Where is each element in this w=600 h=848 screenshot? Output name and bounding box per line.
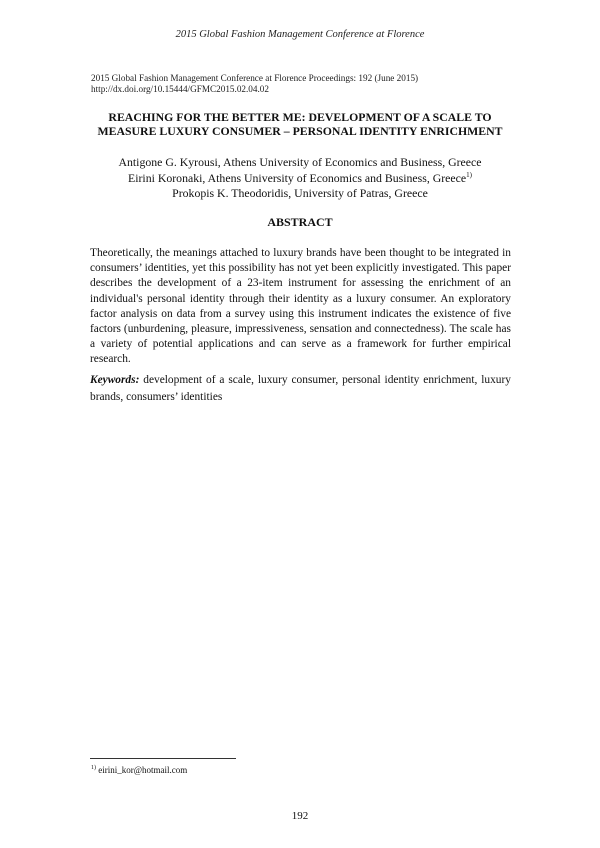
proceedings-citation: 2015 Global Fashion Management Conference at Florence Proceedings: 192 (June 2015) bbox=[91, 73, 419, 83]
author-text: Prokopis K. Theodoridis, University of Patras, Greece bbox=[172, 186, 428, 200]
footnote-marker: 1) bbox=[466, 170, 472, 179]
keywords-paragraph bbox=[90, 372, 511, 406]
page-number: 192 bbox=[291, 810, 309, 822]
abstract-body: Theoretically, the meanings attached to luxury brands have been thought to be integrated in consumers’ identities, yet this possibility has not yet been explicitly investigated. This paper describes the development of a 23-item instrument for assessing the enrichment of an individual's personal identity through their identity as a luxury consumer. An exploratory factor analysis on data from a survey using this instrument indicates the existence of five factors (unburdening, pleasure, impressiveness, sensation and connectedness). The scale has a variety of potential applications and can serve as a framework for further empirical research. bbox=[90, 247, 511, 366]
keywords-label: Keywords: bbox=[90, 374, 140, 386]
author-line bbox=[50, 186, 550, 202]
footnote bbox=[91, 765, 187, 775]
author-list bbox=[50, 155, 550, 202]
author-text: Antigone G. Kyrousi, Athens University of Economics and Business, Greece bbox=[118, 155, 482, 169]
title-line-2: MEASURE LUXURY CONSUMER – PERSONAL IDENTITY ENRICHMENT bbox=[97, 124, 503, 138]
footnote-email[interactable]: eirini_kor@hotmail.com bbox=[98, 765, 188, 775]
author-text: Eirini Koronaki, Athens University of Economics and Business, Greece bbox=[128, 170, 467, 185]
author-line bbox=[50, 155, 550, 171]
proceedings-info bbox=[91, 73, 418, 95]
author-line bbox=[50, 171, 550, 187]
paper-title bbox=[60, 110, 540, 138]
title-line-1: REACHING FOR THE BETTER ME: DEVELOPMENT OF A SCALE TO bbox=[108, 110, 492, 124]
keywords-text: development of a scale, luxury consumer, personal identity enrichment, luxury brands, consumers’ identities bbox=[90, 374, 511, 403]
footnote-mark: 1) bbox=[91, 765, 96, 771]
doi-link[interactable]: http://dx.doi.org/10.15444/GFMC2015.02.04.02 bbox=[91, 84, 269, 94]
abstract-heading: ABSTRACT bbox=[267, 215, 333, 229]
footnote-divider bbox=[90, 758, 236, 759]
running-header: 2015 Global Fashion Management Conference at Florence bbox=[175, 29, 425, 40]
